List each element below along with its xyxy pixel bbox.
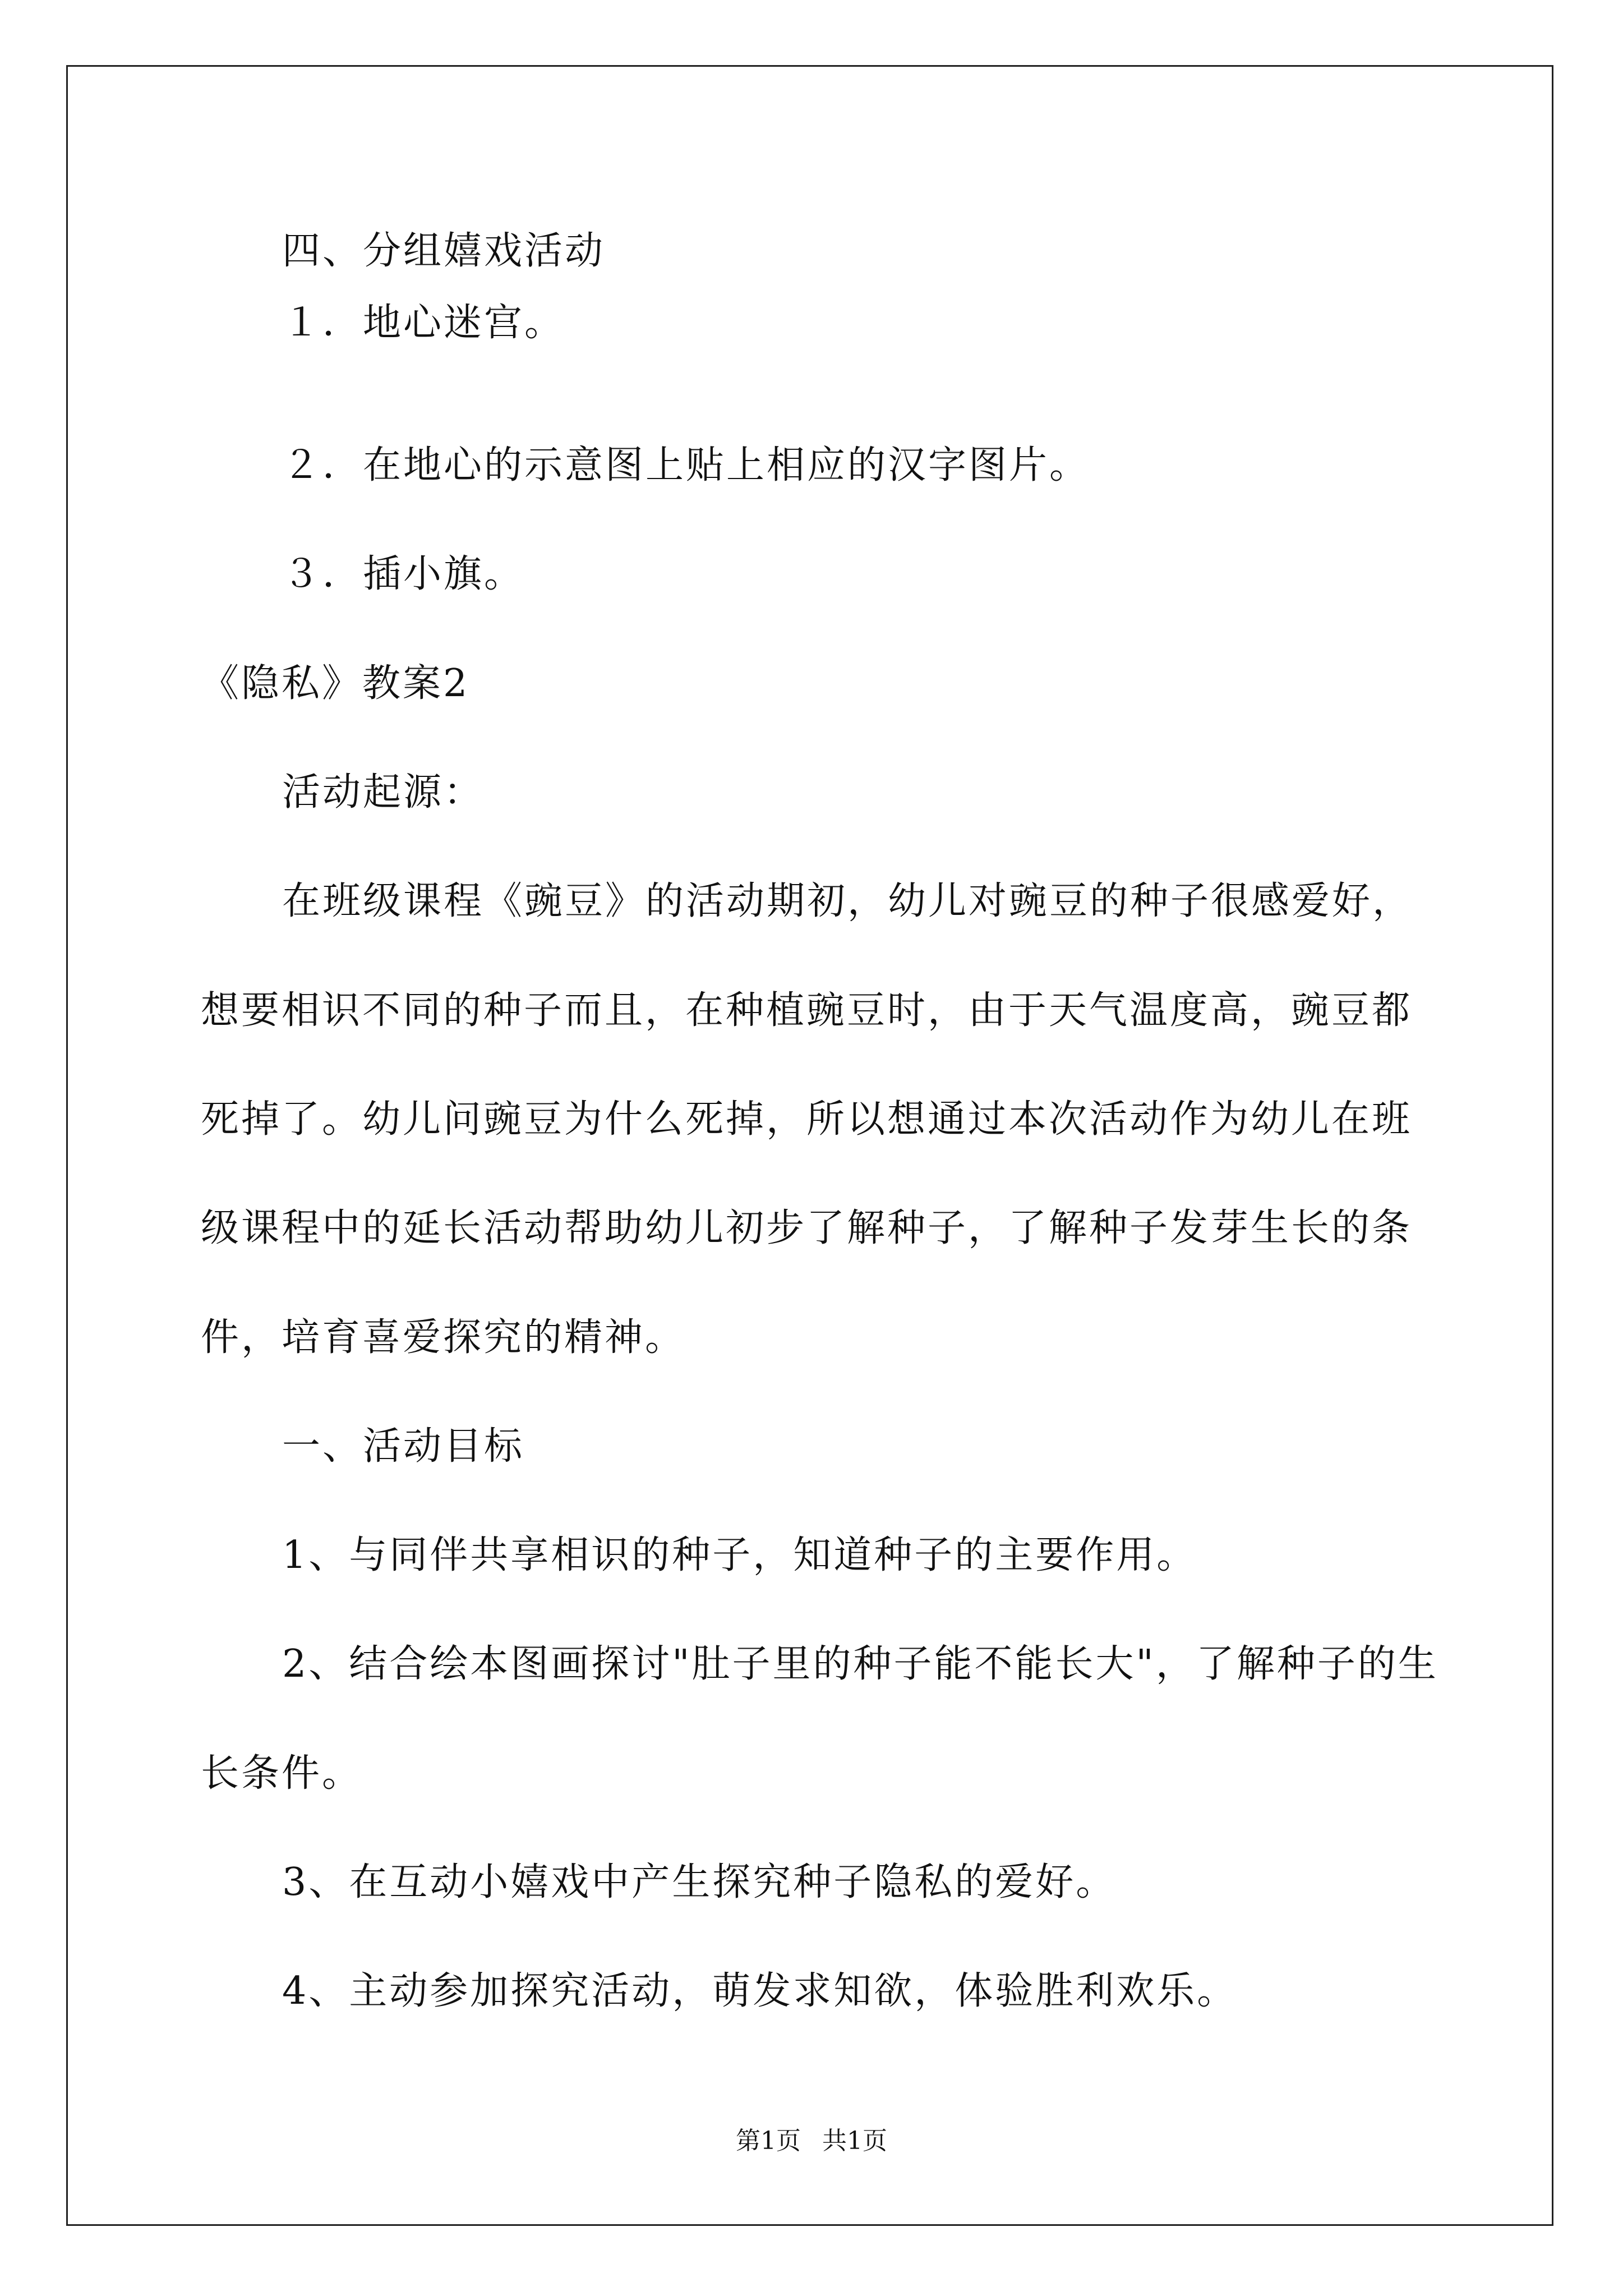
- goal-item-1: 1、与同伴共享相识的种子，知道种子的主要作用。: [282, 1533, 1197, 1577]
- section-heading-goals: 一、活动目标: [282, 1424, 525, 1469]
- paragraph-line: 件，培育喜爱探究的精神。: [201, 1315, 686, 1360]
- goal-item-2: 2、结合绘本图画探讨"肚子里的种子能不能长大"，了解种子的生: [282, 1642, 1438, 1686]
- page-footer: [0, 2129, 1623, 2154]
- list-item-3: ３．插小旗。: [282, 552, 525, 596]
- paragraph-line: 死掉了。幼儿问豌豆为什么死掉，所以想通过本次活动作为幼儿在班: [201, 1097, 1413, 1142]
- list-item-1: １．地心迷宫。: [282, 301, 565, 345]
- paragraph-line: 想要相识不同的种子而且，在种植豌豆时，由于天气温度高，豌豆都: [201, 988, 1413, 1033]
- goal-item-4: 4、主动参加探究活动，萌发求知欲，体验胜利欢乐。: [282, 1969, 1238, 2013]
- section-heading-origin: 活动起源：: [282, 770, 485, 815]
- paragraph-line: 级课程中的延长活动帮助幼儿初步了解种子，了解种子发芽生长的条: [201, 1206, 1413, 1250]
- list-item-2: ２．在地心的示意图上贴上相应的汉字图片。: [282, 443, 1090, 487]
- page-total: 共1页: [822, 2127, 887, 2155]
- goal-item-2-continued: 长条件。: [201, 1751, 363, 1796]
- lesson-title: 《隐私》教案2: [201, 661, 470, 706]
- paragraph-line: 在班级课程《豌豆》的活动期初，幼儿对豌豆的种子很感爱好，: [282, 879, 1413, 923]
- goal-item-3: 3、在互动小嬉戏中产生探究种子隐私的爱好。: [282, 1860, 1117, 1904]
- page-number: 第1页: [736, 2127, 801, 2155]
- section-heading-group-games: 四、分组嬉戏活动: [282, 229, 606, 273]
